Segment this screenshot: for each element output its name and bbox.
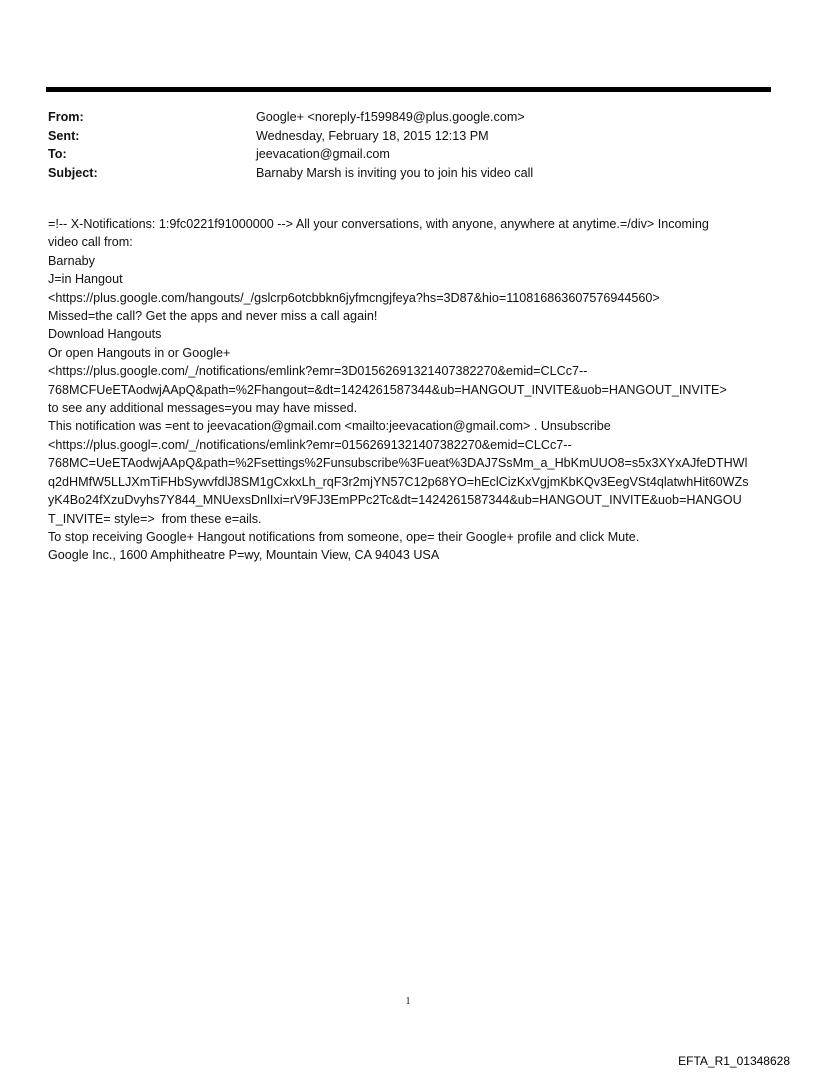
body-line: Barnaby [48, 253, 95, 268]
sent-label: Sent: [48, 128, 80, 143]
body-line: 768MC=UeETAodwjAApQ&path=%2Fsettings%2Funsubscribe%3Fueat%3DAJ7SsMm_a_HbKmUUO8=s5x3XYxAJfeDTHWl [48, 456, 748, 471]
body-line: yK4Bo24fXzuDvyhs7Y844_MNUexsDnlIxi=rV9FJ3EmPPc2Tc&dt=1424261587344&ub=HANGOUT_INVITE&uob=HANGOU [48, 493, 742, 508]
email-body [48, 215, 770, 565]
from-label: From: [48, 110, 84, 124]
body-line: <https://plus.googl=.com/_/notifications/emlink?emr=01562691321407382270&emid=CLCc7-- [48, 437, 572, 452]
body-line: Missed=the call? Get the apps and never miss a call again! [48, 309, 378, 324]
body-line: =!-- X-Notifications: 1:9fc0221f91000000 --> All your conversations, with anyone, anywhere at anytime.=/div> Incoming [48, 217, 709, 231]
body-line: to see any additional messages=you may have missed. [48, 401, 358, 416]
body-line: <https://plus.google.com/hangouts/_/gslcrp6otcbbkn6jyfmcngjfeya?hs=3D87&hio=110816863607576944560> [48, 290, 660, 305]
subject-value: Barnaby Marsh is inviting you to join his video call [256, 165, 534, 180]
from-row [48, 108, 768, 127]
body-line: This notification was =ent to jeevacation@gmail.com <mailto:jeevacation@gmail.com> . Unsubscribe [48, 419, 611, 434]
body-line: Download Hangouts [48, 327, 162, 342]
sent-value: Wednesday, February 18, 2015 12:13 PM [256, 128, 489, 143]
body-line: <https://plus.google.com/_/notifications/emlink?emr=3D01562691321407382270&emid=CLCc7-- [48, 364, 588, 379]
sent-row [48, 127, 768, 146]
header-rule [46, 87, 771, 92]
document-id: EFTA_R1_01348628 [678, 1054, 790, 1068]
body-line: J=in Hangout [48, 272, 123, 287]
from-value: Google+ <noreply-f1599849@plus.google.com> [256, 110, 525, 124]
page-number: 1 [405, 996, 411, 1007]
body-line: 768MCFUeETAodwjAApQ&path=%2Fhangout=&dt=1424261587344&ub=HANGOUT_INVITE&uob=HANGOUT_INVITE> [48, 382, 727, 397]
body-line: To stop receiving Google+ Hangout notifications from someone, ope= their Google+ profile and click Mute. [48, 529, 640, 544]
body-line: Or open Hangouts in or Google+ [48, 345, 231, 360]
email-header [48, 108, 768, 182]
body-line: q2dHMfW5LLJXmTiFHbSywvfdlJ8SM1gCxkxLh_rqF3r2mjYN57C12p68YO=hEclCizKxVgjmKbKQv3EegVSt4qlatwhHit60WZs [48, 474, 749, 489]
to-value: jeevacation@gmail.com [256, 147, 390, 161]
subject-label: Subject: [48, 165, 98, 180]
body-line: Google Inc., 1600 Amphitheatre P=wy, Mountain View, CA 94043 USA [48, 548, 440, 563]
subject-row [48, 164, 768, 183]
to-label: To: [48, 147, 67, 161]
to-row [48, 145, 768, 164]
body-line: T_INVITE= style=> from these e=ails. [48, 511, 262, 526]
body-line: video call from: [48, 235, 133, 250]
